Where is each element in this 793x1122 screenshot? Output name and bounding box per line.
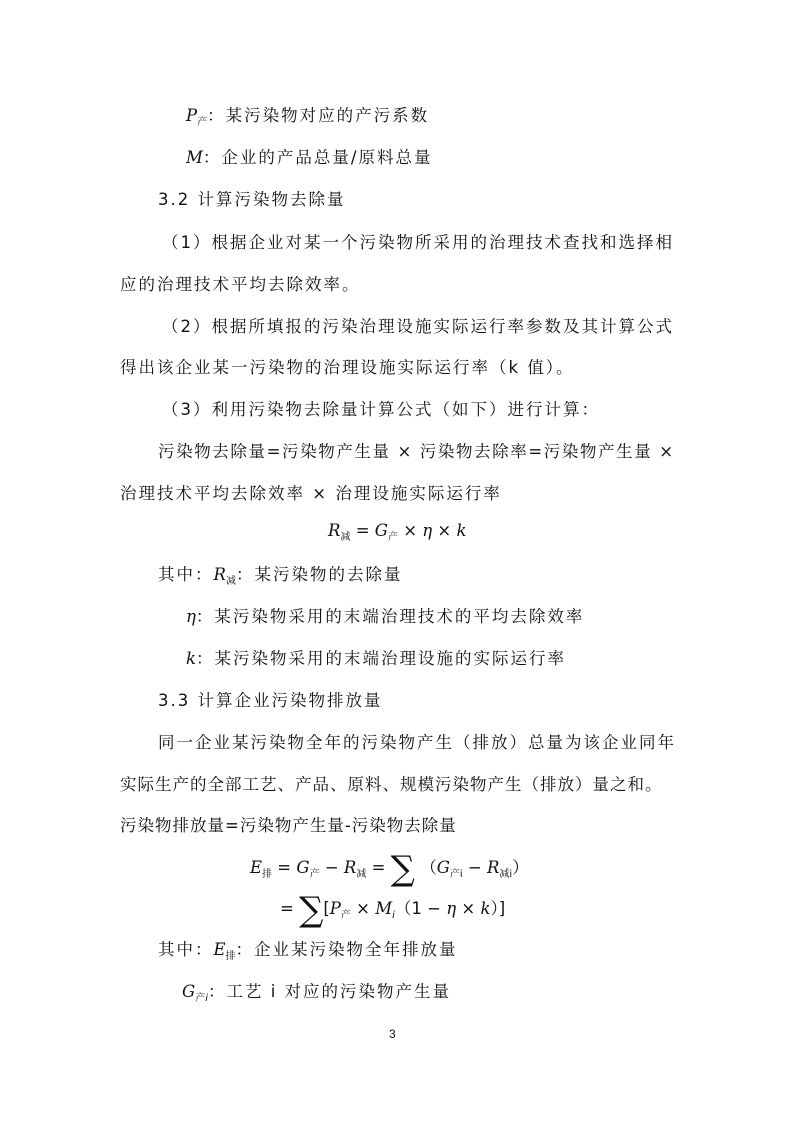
paragraph-line: 同一企业某污染物全年的污染物产生（排放）总量为该企业同年: [158, 733, 676, 752]
lparen: （: [420, 858, 437, 877]
paragraph-line: 治理技术平均去除效率 × 治理设施实际运行率: [120, 484, 502, 503]
lparen: （: [394, 899, 412, 918]
formula-emission-1: [250, 849, 529, 889]
paragraph-line: 污染物排放量=污染物产生量-污染物去除量: [120, 816, 457, 835]
text: ：某污染物采用的末端治理设施的实际运行率: [196, 649, 566, 668]
paragraph-line: （1）根据企业对某一个污染物所采用的治理技术查找和选择相: [162, 233, 674, 252]
symbol-m: M: [375, 899, 393, 918]
definition-eta: [186, 606, 584, 628]
paragraph-line: 实际生产的全部工艺、产品、原料、规模污染物产生（排放）量之和。: [120, 775, 663, 794]
sub-pai: 排: [225, 951, 236, 962]
sub-jian: 减: [499, 869, 510, 880]
symbol-g: G: [436, 858, 450, 877]
times: ×: [403, 521, 418, 540]
symbol-g: G: [374, 521, 388, 540]
sub-chan: 产: [195, 993, 206, 1004]
section-heading-3-2: 3.2 计算污染物去除量: [158, 190, 346, 209]
page-number: 3: [389, 1027, 396, 1041]
paragraph-line: 得出该企业某一污染物的治理设施实际运行率（k 值）。: [120, 358, 575, 377]
sub-jian: 减: [340, 532, 351, 543]
formula-removal: [328, 520, 467, 549]
definition-e-pai: [158, 939, 458, 968]
sub-chan: 产: [197, 117, 208, 128]
text: ：某污染物对应的产污系数: [207, 106, 430, 125]
sub-chan: 产: [340, 910, 351, 921]
sub-chan: 产: [309, 869, 320, 880]
times: ×: [461, 899, 476, 918]
minus: −: [427, 899, 441, 918]
symbol-r: R: [328, 521, 341, 540]
symbol-m: M: [186, 148, 203, 167]
definition-k: [186, 648, 566, 670]
definition-r-jian: [158, 564, 402, 593]
symbol-k: k: [186, 649, 196, 668]
symbol-g: G: [182, 982, 196, 1001]
sigma-symbol: ∑: [299, 890, 324, 930]
text: ：企业的产品总量/原料总量: [202, 148, 433, 167]
paragraph-line: 应的治理技术平均去除效率。: [120, 275, 361, 294]
symbol-eta: η: [446, 899, 457, 918]
symbol-eta: η: [186, 607, 196, 626]
paragraph-line: 污染物去除量=污染物产生量 × 污染物去除率=污染物产生量 ×: [158, 442, 675, 461]
sub-i: i: [509, 869, 513, 880]
symbol-r: R: [213, 565, 226, 584]
text: ：工艺 i 对应的污染物产生量: [207, 982, 452, 1001]
minus: −: [467, 858, 482, 877]
symbol-k: k: [480, 899, 491, 918]
rbracket: ]: [498, 899, 506, 918]
symbol-r: R: [343, 858, 357, 877]
symbol-eta: η: [422, 521, 433, 540]
definition-m: [186, 147, 432, 169]
symbol-p: P: [329, 899, 341, 918]
prefix: 其中：: [158, 940, 214, 959]
sub-i: i: [205, 993, 208, 1004]
minus: −: [324, 858, 339, 877]
formula-emission-2: [280, 890, 506, 930]
times: ×: [437, 521, 452, 540]
rparen: ）: [490, 899, 499, 918]
definition-g-chan-i: [182, 981, 451, 1010]
paragraph-line: （2）根据所填报的污染治理设施实际运行率参数及其计算公式: [162, 317, 674, 336]
symbol-r: R: [486, 858, 500, 877]
equals: =: [280, 899, 294, 918]
symbol-e: E: [250, 858, 263, 877]
symbol-k: k: [456, 521, 467, 540]
symbol-g: G: [296, 858, 310, 877]
sub-jian: 减: [356, 869, 367, 880]
sigma-symbol: ∑: [390, 849, 415, 889]
symbol-p: P: [186, 106, 198, 125]
prefix: 其中：: [158, 565, 214, 584]
sub-pai: 排: [262, 869, 273, 880]
rparen: ）: [512, 858, 529, 877]
times: ×: [356, 899, 370, 918]
lbracket: [: [323, 899, 330, 918]
sub-i: i: [392, 910, 395, 921]
section-heading-3-3: 3.3 计算企业污染物排放量: [158, 691, 383, 710]
sub-chan: 产: [449, 869, 460, 880]
definition-p-chan: [186, 105, 429, 134]
equals: =: [355, 521, 370, 540]
sub-jian: 减: [225, 576, 236, 587]
text: ：某污染物的去除量: [235, 565, 403, 584]
symbol-e: E: [213, 940, 226, 959]
sub-chan: 产: [387, 532, 398, 543]
paragraph-line: （3）利用污染物去除量计算公式（如下）进行计算：: [162, 400, 600, 419]
equals: =: [371, 858, 386, 877]
sub-i: i: [459, 869, 463, 880]
text: ：某污染物采用的末端治理技术的平均去除效率: [195, 607, 585, 626]
number-one: 1: [411, 899, 422, 918]
text: ：企业某污染物全年排放量: [235, 940, 458, 959]
equals: =: [277, 858, 292, 877]
